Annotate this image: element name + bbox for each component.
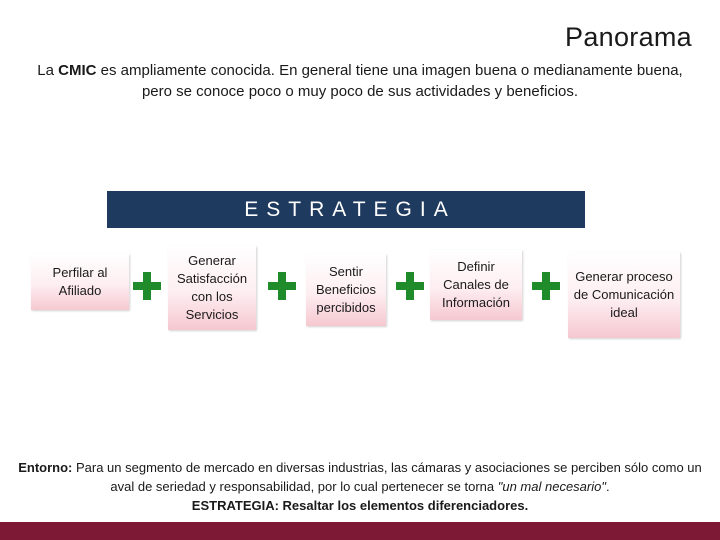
- slide-title: Panorama: [565, 22, 692, 52]
- bottom-accent-bar: [0, 522, 720, 540]
- entorno-label: Entorno:: [18, 460, 73, 475]
- strategy-statement: [8, 496, 712, 515]
- entorno-body: Para un segmento de mercado en diversas industrias, las cámaras y asociaciones se perciben sólo como un aval de seriedad y responsabilidad, por lo cual pertenecer se torna: [72, 460, 702, 494]
- strategy-label: ESTRATEGIA: [244, 197, 456, 221]
- step-label: Generar Satisfacción con los Servicios: [176, 253, 248, 322]
- intro-bold-cmic: CMIC: [58, 62, 97, 79]
- entorno-quote: "un mal necesario": [497, 479, 606, 494]
- plus-icon: [532, 272, 560, 300]
- step-box-canales: [430, 250, 522, 320]
- plus-icon: [396, 272, 424, 300]
- intro-prefix: La: [37, 62, 59, 79]
- step-box-beneficios: [306, 254, 386, 326]
- entorno-text: [8, 458, 712, 496]
- plus-icon: [133, 272, 161, 300]
- step-label: Perfilar al Afiliado: [52, 265, 108, 298]
- step-box-comunicacion: [568, 252, 680, 338]
- strategy-statement-text: ESTRATEGIA: Resaltar los elementos diferenciadores.: [191, 498, 529, 513]
- step-label: Definir Canales de Información: [442, 259, 510, 310]
- plus-icon: [268, 272, 296, 300]
- entorno-end: .: [605, 479, 610, 494]
- intro-paragraph: [28, 60, 692, 102]
- step-label: Generar proceso de Comunicación ideal: [573, 269, 675, 320]
- step-box-perfilar: [31, 254, 129, 310]
- intro-rest: es ampliamente conocida. En general tiene una imagen buena o medianamente buena, pero se conoce poco o muy poco de sus actividades y beneficios.: [96, 62, 683, 100]
- strategy-bar: [107, 191, 585, 228]
- step-label: Sentir Beneficios percibidos: [316, 264, 376, 315]
- footer-paragraph: [8, 458, 712, 515]
- step-box-satisfaccion: [168, 246, 256, 330]
